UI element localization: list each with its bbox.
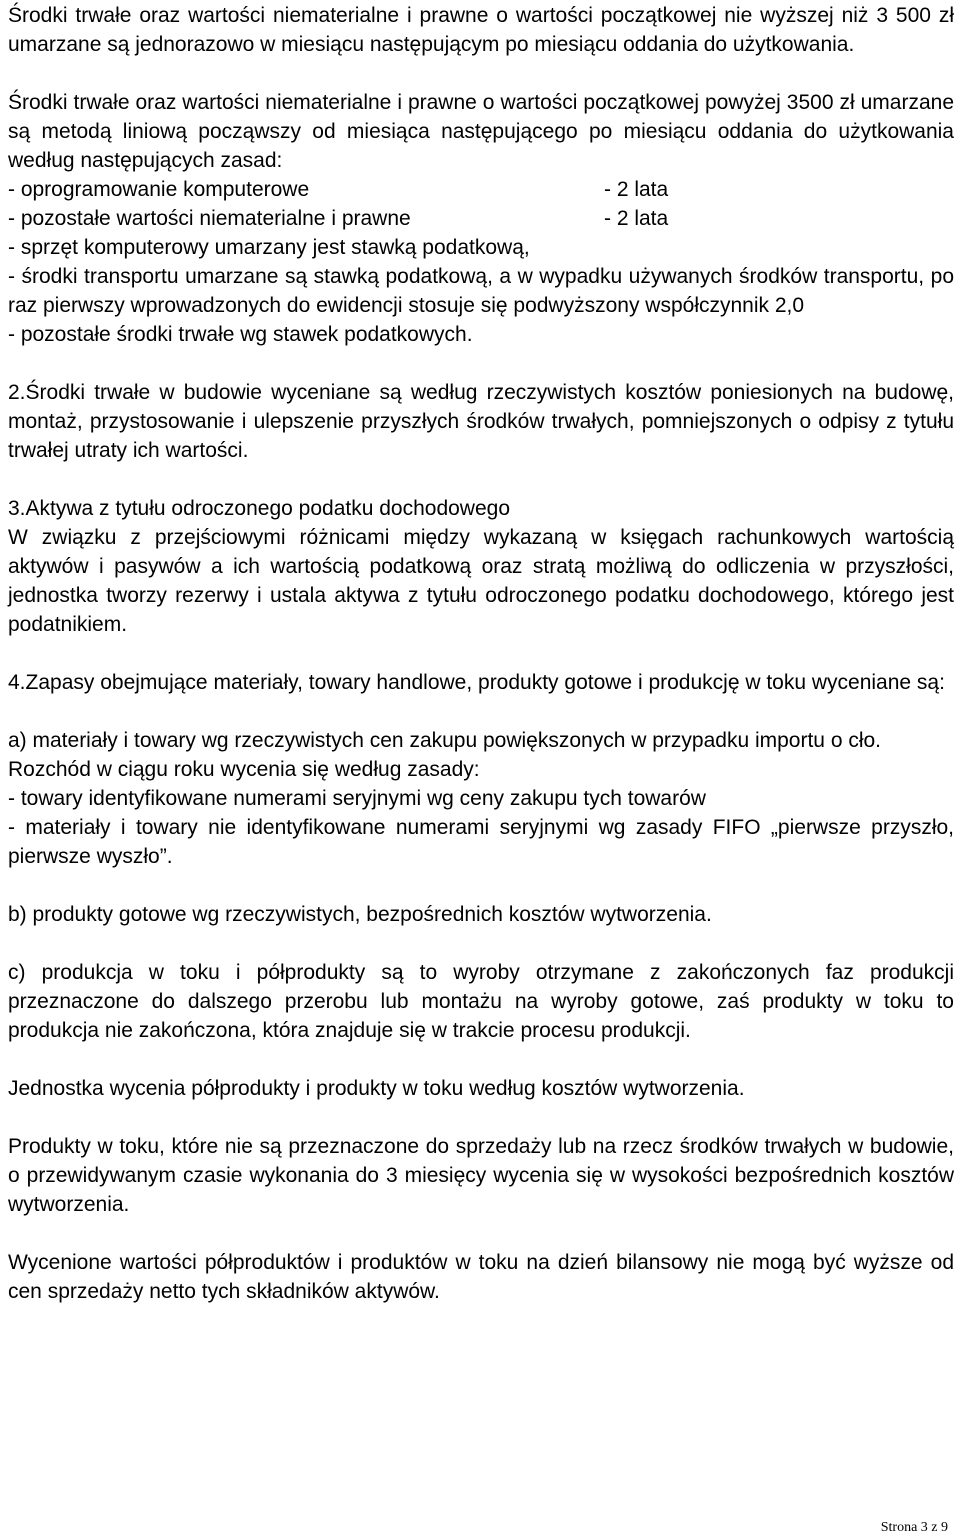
page-number: Strona 3 z 9 [880,1520,948,1535]
paragraph-wip-limit: Wycenione wartości półproduktów i produktów w toku na dzień bilansowy nie mogą być wyższe od cen sprzedaży netto tych składników aktywów. [8,1251,954,1303]
inventory-item-b: b) produkty gotowe wg rzeczywistych, bezpośrednich kosztów wytworzenia. [8,903,712,926]
rate-row-software [8,175,954,204]
bullet-transport: - środki transportu umarzane są stawką podatkową, a w wypadku używanych środków transportu, po raz pierwszy wprowadzonych do ewidencji stosuje się podwyższony współczynnik 2,0 [8,265,954,317]
paragraph-low-value-assets: Środki trwałe oraz wartości niematerialne i prawne o wartości początkowej nie wyższej niż 3 500 zł umarzane są jednorazowo w miesiącu następującym po miesiącu oddania do użytkowania. [8,4,954,56]
spacer [8,697,954,726]
rate-value: - 2 lata [604,207,669,230]
spacer [8,1103,954,1132]
paragraph-assets-under-construction: 2.Środki trwałe w budowie wyceniane są według rzeczywistych kosztów poniesionych na budowę, montaż, przystosowanie i ulepszenie przyszłych środków trwałych, pomniejszonych o odpisy z tytułu trwałej utraty ich wartości. [8,381,954,462]
spacer [8,929,954,958]
bullet-serial-goods: - towary identyfikowane numerami seryjnymi wg ceny zakupu tych towarów [8,787,706,810]
inventory-item-c: c) produkcja w toku i półprodukty są to wyroby otrzymane z zakończonych faz produkcji przeznaczone do dalszego przerobu lub montażu na wyroby gotowe, zaś produkty w toku to produkcja nie zakończona, która znajduje się w trakcie procesu produkcji. [8,961,954,1042]
spacer [8,59,954,88]
spacer [8,871,954,900]
inventory-item-a: a) materiały i towary wg rzeczywistych cen zakupu powiększonych w przypadku importu o cło. [8,729,882,752]
rate-item: - oprogramowanie komputerowe [8,178,310,201]
spacer [8,465,954,494]
document-body [8,1,954,1306]
spacer [8,639,954,668]
section-heading-deferred-tax: 3.Aktywa z tytułu odroczonego podatku dochodowego [8,497,511,520]
spacer [8,1045,954,1074]
paragraph-outflow-rule: Rozchód w ciągu roku wycenia się według zasady: [8,758,480,781]
paragraph-deferred-tax: W związku z przejściowymi różnicami między wykazaną w księgach rachunkowych wartością aktywów i pasywów a ich wartością podatkową oraz stratą możliwą do odliczenia w przyszłości, jednostka tworzy rezerwy i ustala aktywa z tytułu odroczonego podatku dochodowego, którego jest podatnikiem. [8,526,954,636]
paragraph-depreciation-rules: Środki trwałe oraz wartości niematerialne i prawne o wartości początkowej powyżej 3500 zł umarzane są metodą liniową począwszy od miesiąca następującego po miesiącu oddania do użytkowania według następujących zasad: [8,91,954,172]
spacer [8,1219,954,1248]
paragraph-wip-valuation: Jednostka wycenia półprodukty i produkty w toku według kosztów wytworzenia. [8,1077,745,1100]
section-heading-inventory: 4.Zapasy obejmujące materiały, towary handlowe, produkty gotowe i produkcję w toku wyceniane są: [8,671,945,694]
bullet-computer-hardware: - sprzęt komputerowy umarzany jest stawką podatkową, [8,236,530,259]
bullet-other-assets: - pozostałe środki trwałe wg stawek podatkowych. [8,323,473,346]
paragraph-wip-three-months: Produkty w toku, które nie są przeznaczone do sprzedaży lub na rzecz środków trwałych w budowie, o przewidywanym czasie wykonania do 3 miesięcy wycenia się w wysokości bezpośrednich kosztów wytworzenia. [8,1135,954,1216]
rate-value: - 2 lata [604,178,669,201]
rate-item: - pozostałe wartości niematerialne i prawne [8,207,411,230]
spacer [8,349,954,378]
bullet-fifo: - materiały i towary nie identyfikowane numerami seryjnymi wg zasady FIFO „pierwsze przyszło, pierwsze wyszło”. [8,816,954,868]
rate-row-intangibles [8,204,954,233]
